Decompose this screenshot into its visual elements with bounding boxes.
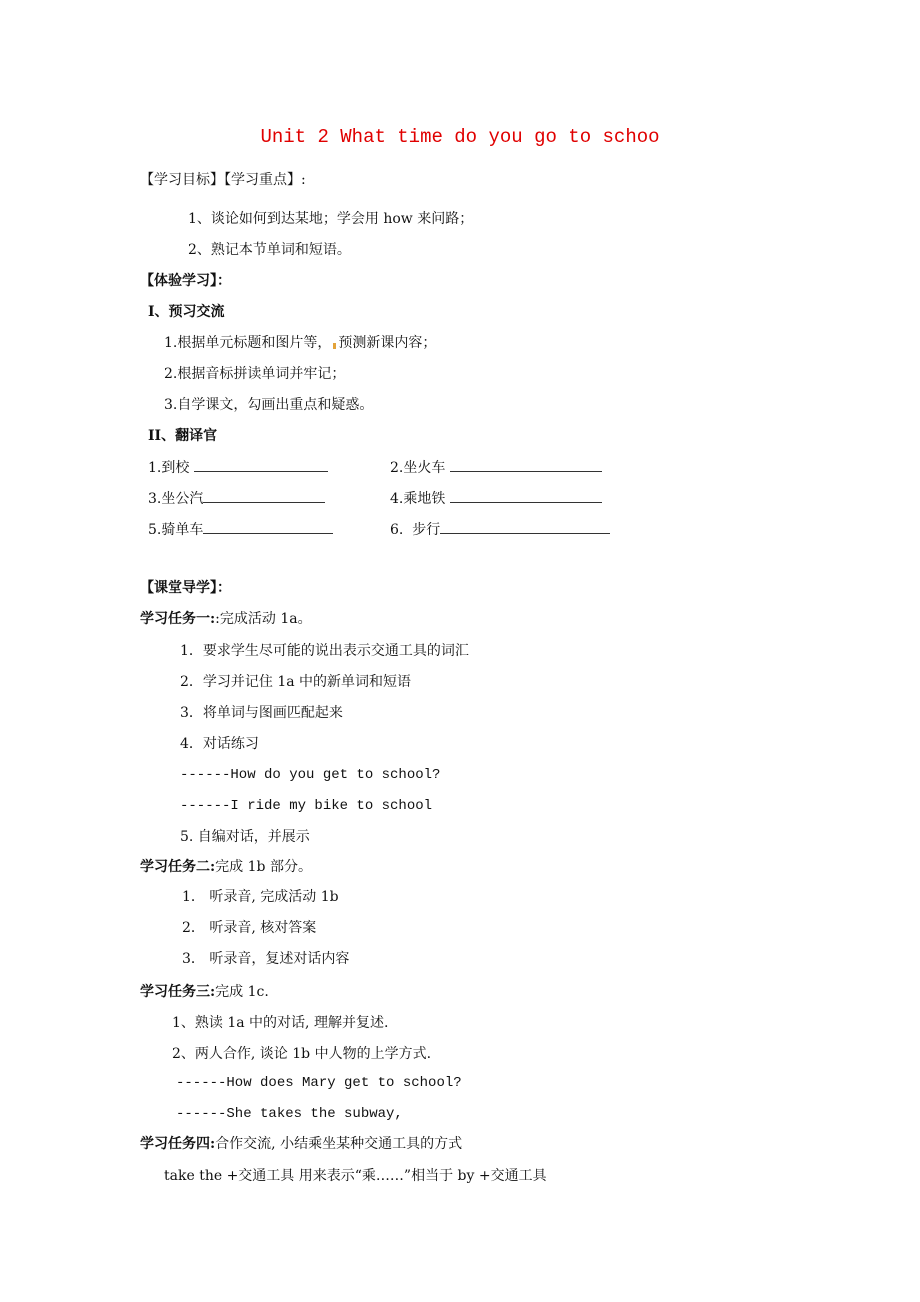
task3-dialogue-1: ------How does Mary get to school?: [176, 1075, 462, 1091]
task1-item-4: 4．对话练习: [180, 736, 259, 752]
translate-heading: II、翻译官: [148, 428, 218, 444]
translate-item-3-label: 3.坐公汽: [148, 491, 204, 507]
translate-item-1: [148, 458, 328, 477]
translate-item-6-label: 6. 步行: [390, 522, 441, 538]
translate-item-4-label: 4.乘地铁: [390, 491, 450, 507]
task2-label: 学习任务二:: [140, 859, 216, 875]
translate-item-2: [390, 458, 602, 477]
task3-item-2: 2、两人合作, 谈论 1b 中人物的上学方式.: [172, 1046, 432, 1062]
task1-item-1: 1．要求学生尽可能的说出表示交通工具的词汇: [180, 643, 469, 659]
translate-item-6: [390, 520, 610, 539]
task4-label: 学习任务四:: [140, 1136, 216, 1152]
answer-blank[interactable]: [194, 458, 328, 472]
task1-line: [140, 610, 312, 628]
preview-item-2: 2.根据音标拼读单词并牢记；: [164, 366, 346, 382]
preview-item-1: [164, 334, 436, 352]
task2-item-1: 1． 听录音, 完成活动 1b: [182, 889, 339, 905]
answer-blank[interactable]: [450, 458, 602, 472]
answer-blank[interactable]: [203, 489, 325, 503]
task1-item-5: 5. 自编对话，并展示: [180, 829, 310, 845]
task3-item-1: 1、熟读 1a 中的对话, 理解并复述.: [172, 1015, 389, 1031]
preview-item-1-text-cont: 预测新课内容；: [338, 335, 437, 351]
task1-item-2: 2．学习并记住 1a 中的新单词和短语: [180, 674, 412, 690]
translate-item-2-label: 2.坐火车: [390, 460, 450, 476]
translate-item-4: [390, 489, 602, 508]
task1-text: :完成活动 1a。: [215, 611, 312, 627]
task3-text: 完成 1c.: [215, 984, 269, 1000]
marker-dot-icon: [333, 343, 336, 349]
preview-item-1-text: 1.根据单元标题和图片等，: [164, 335, 332, 351]
translate-item-1-label: 1.到校: [148, 460, 194, 476]
page-title: Unit 2 What time do you go to schoo: [260, 126, 660, 148]
answer-blank[interactable]: [203, 520, 333, 534]
classroom-heading: 【课堂导学】：: [140, 580, 231, 596]
preview-item-3: 3.自学课文，勾画出重点和疑惑。: [164, 397, 374, 413]
answer-blank[interactable]: [440, 520, 610, 534]
task4-note: take the +交通工具 用来表示“乘……”相当于 by +交通工具: [164, 1168, 547, 1184]
preview-heading: I、预习交流: [148, 304, 225, 320]
task2-text: 完成 1b 部分。: [215, 859, 312, 875]
task1-dialogue-2: ------I ride my bike to school: [180, 798, 433, 814]
task1-item-3: 3．将单词与图画匹配起来: [180, 705, 343, 721]
translate-item-3: [148, 489, 325, 508]
task4-line: [140, 1135, 462, 1153]
task1-label: 学习任务一:: [140, 611, 216, 627]
task2-item-2: 2． 听录音, 核对答案: [182, 920, 317, 936]
goal-item-1: 1、谈论如何到达某地；学会用 how 来问路；: [188, 211, 474, 227]
task1-dialogue-1: ------How do you get to school?: [180, 767, 441, 783]
answer-blank[interactable]: [450, 489, 602, 503]
task3-label: 学习任务三:: [140, 984, 216, 1000]
goal-item-2: 2、熟记本节单词和短语。: [188, 242, 351, 258]
task2-item-3: 3． 听录音，复述对话内容: [182, 951, 350, 967]
task4-text: 合作交流, 小结乘坐某种交通工具的方式: [215, 1136, 463, 1152]
experience-heading: 【体验学习】：: [140, 273, 231, 289]
translate-item-5: [148, 520, 333, 539]
goals-heading: 【学习目标】【学习重点】:: [140, 172, 306, 188]
task2-line: [140, 858, 312, 876]
task3-dialogue-2: ------She takes the subway,: [176, 1106, 403, 1122]
translate-item-5-label: 5.骑单车: [148, 522, 204, 538]
task3-line: [140, 983, 269, 1001]
